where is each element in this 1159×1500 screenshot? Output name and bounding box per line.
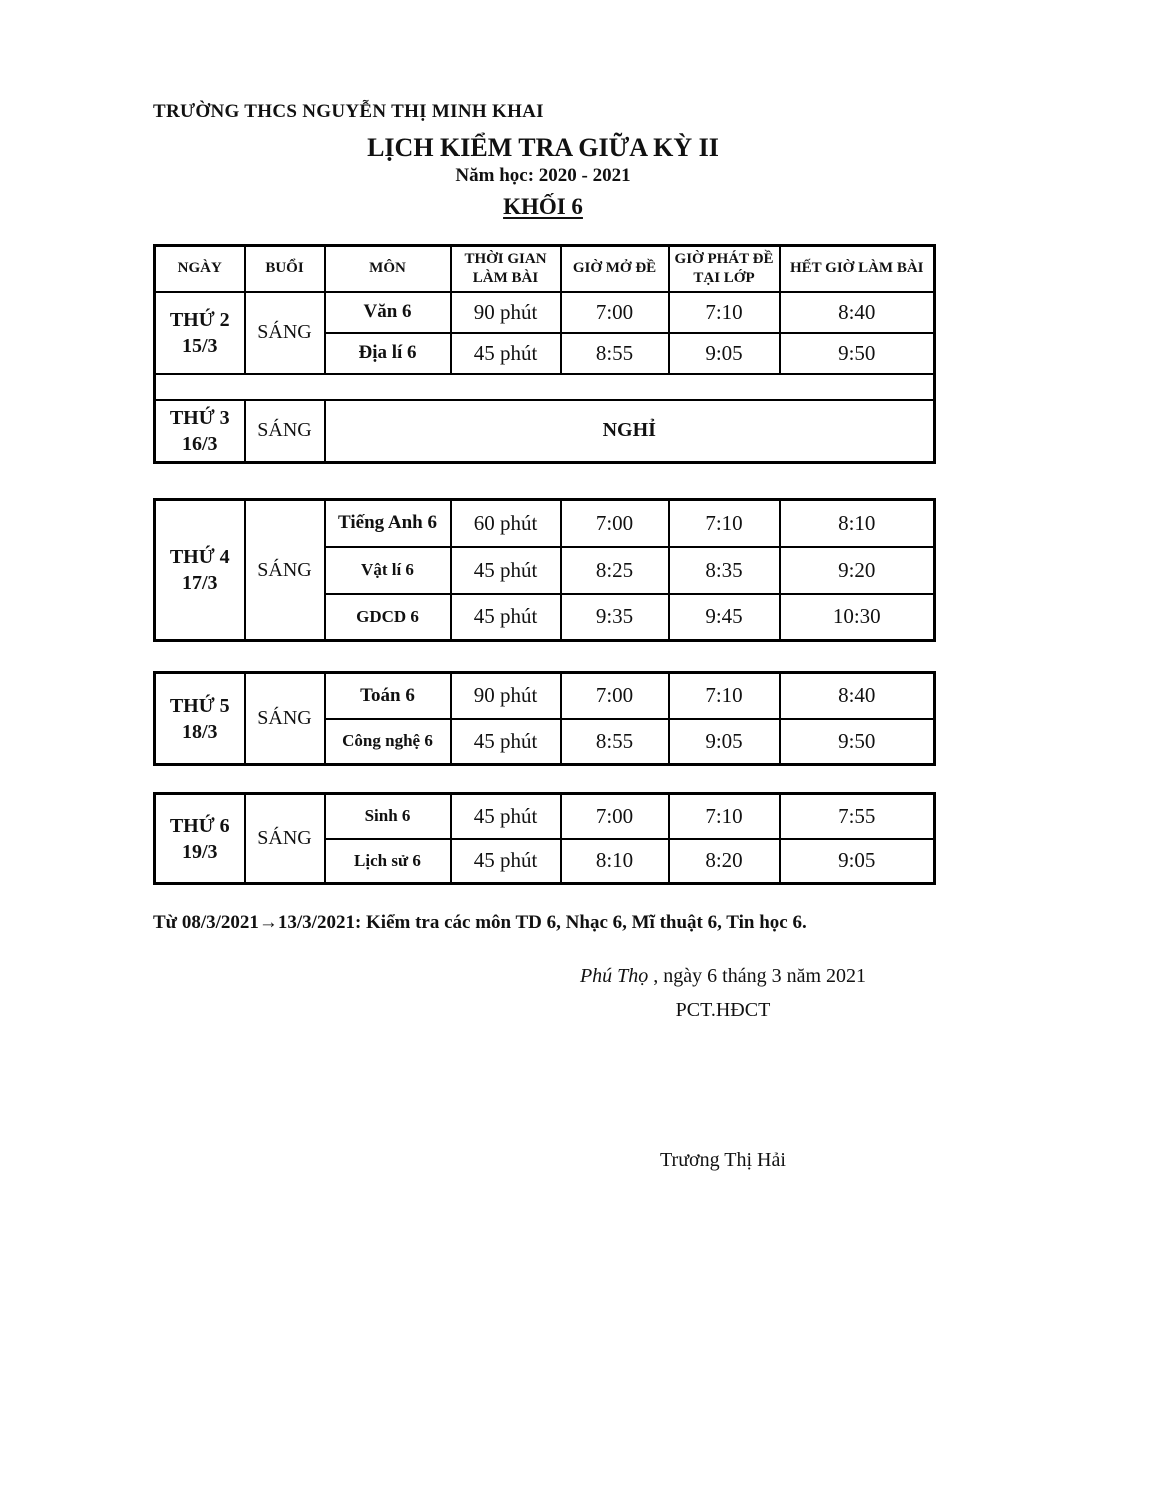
table-row	[155, 794, 935, 839]
exam-schedule-table-4	[153, 792, 936, 885]
duration-cell: 45 phút	[451, 333, 561, 374]
signature-place: Phú Thọ	[579, 965, 649, 987]
document-title: LỊCH KIỂM TRA GIỮA KỲ II	[367, 133, 719, 162]
exam-schedule-table-2	[153, 498, 936, 642]
open-time-cell: 7:00	[561, 500, 669, 547]
duration-cell: 45 phút	[451, 719, 561, 765]
col-header-handout-time: GIỜ PHÁT ĐỀ TẠI LỚP	[669, 246, 780, 292]
col-header-open-time: GIỜ MỞ ĐỀ	[561, 246, 669, 292]
table-header-row	[155, 246, 935, 292]
school-name: TRƯỜNG THCS NGUYỄN THỊ MINH KHAI	[153, 101, 544, 122]
open-time-cell: 9:35	[561, 594, 669, 641]
signer-name: Trương Thị Hải	[660, 1149, 786, 1171]
spacer-row	[155, 374, 935, 400]
subject-cell: Vật lí 6	[325, 547, 451, 594]
day-cell-thu	[155, 673, 245, 765]
duration-cell: 90 phút	[451, 673, 561, 719]
end-time-cell: 9:20	[780, 547, 935, 594]
session-cell-thu: SÁNG	[245, 673, 325, 765]
grade-label: KHỐI 6	[503, 194, 583, 219]
subject-cell: Lịch sử 6	[325, 839, 451, 884]
open-time-cell: 7:00	[561, 292, 669, 333]
subject-cell: Toán 6	[325, 673, 451, 719]
duration-cell: 45 phút	[451, 794, 561, 839]
exam-schedule-table-3	[153, 671, 936, 766]
table-row	[155, 673, 935, 719]
open-time-cell: 7:00	[561, 673, 669, 719]
open-time-cell: 7:00	[561, 794, 669, 839]
signature-block	[553, 963, 893, 1173]
day-label: THỨ 2	[169, 308, 230, 331]
day-date: 17/3	[181, 572, 218, 594]
day-date: 18/3	[181, 720, 218, 743]
additional-exams-note: Từ 08/3/2021→13/3/2021: Kiểm tra các môn TD 6, Nhạc 6, Mĩ thuật 6, Tin học 6.	[153, 912, 807, 933]
spacer-cell	[155, 374, 935, 400]
col-header-duration: THỜI GIAN LÀM BÀI	[451, 246, 561, 292]
end-time-cell: 8:40	[780, 292, 935, 333]
duration-cell: 45 phút	[451, 594, 561, 641]
end-time-cell: 9:50	[780, 719, 935, 765]
day-off-cell: NGHỈ	[325, 400, 935, 463]
duration-cell: 45 phút	[451, 547, 561, 594]
open-time-cell: 8:25	[561, 547, 669, 594]
table-row	[155, 292, 935, 333]
day-date: 15/3	[181, 334, 218, 357]
open-time-cell: 8:55	[561, 333, 669, 374]
day-label: THỨ 3	[169, 406, 230, 429]
end-time-cell: 9:50	[780, 333, 935, 374]
signature-date-line	[553, 963, 893, 989]
day-date: 19/3	[181, 840, 218, 863]
handout-time-cell: 7:10	[669, 500, 780, 547]
duration-cell: 60 phút	[451, 500, 561, 547]
day-cell-fri	[155, 794, 245, 884]
subject-cell: GDCD 6	[325, 594, 451, 641]
document-content	[153, 0, 933, 1173]
day-label: THỨ 6	[169, 814, 230, 837]
handout-time-cell: 9:05	[669, 719, 780, 765]
duration-cell: 90 phút	[451, 292, 561, 333]
table-row	[155, 500, 935, 547]
session-cell-tue: SÁNG	[245, 400, 325, 463]
day-cell-mon	[155, 292, 245, 374]
table-row	[155, 400, 935, 463]
subject-cell: Địa lí 6	[325, 333, 451, 374]
col-header-end-time: HẾT GIỜ LÀM BÀI	[780, 246, 935, 292]
exam-schedule-table-1	[153, 244, 936, 464]
open-time-cell: 8:10	[561, 839, 669, 884]
subject-cell: Sinh 6	[325, 794, 451, 839]
end-time-cell: 9:05	[780, 839, 935, 884]
session-cell-fri: SÁNG	[245, 794, 325, 884]
school-year: Năm học: 2020 - 2021	[455, 165, 631, 186]
day-label: THỨ 4	[169, 546, 230, 568]
subject-cell: Văn 6	[325, 292, 451, 333]
subject-cell: Tiếng Anh 6	[325, 500, 451, 547]
end-time-cell: 10:30	[780, 594, 935, 641]
end-time-cell: 7:55	[780, 794, 935, 839]
handout-time-cell: 9:45	[669, 594, 780, 641]
col-header-subject: MÔN	[325, 246, 451, 292]
handout-time-cell: 7:10	[669, 794, 780, 839]
open-time-cell: 8:55	[561, 719, 669, 765]
handout-time-cell: 7:10	[669, 673, 780, 719]
handout-time-cell: 8:20	[669, 839, 780, 884]
signer-position: PCT.HĐCT	[675, 999, 771, 1021]
day-cell-wed	[155, 500, 245, 641]
subject-cell: Công nghệ 6	[325, 719, 451, 765]
day-label: THỨ 5	[169, 694, 230, 717]
col-header-day: NGÀY	[155, 246, 245, 292]
day-date: 16/3	[181, 432, 218, 455]
handout-time-cell: 9:05	[669, 333, 780, 374]
session-cell-mon: SÁNG	[245, 292, 325, 374]
signature-date: , ngày 6 tháng 3 năm 2021	[648, 965, 867, 987]
day-cell-tue	[155, 400, 245, 463]
end-time-cell: 8:40	[780, 673, 935, 719]
col-header-session: BUỔI	[245, 246, 325, 292]
end-time-cell: 8:10	[780, 500, 935, 547]
session-cell-wed: SÁNG	[245, 500, 325, 641]
handout-time-cell: 8:35	[669, 547, 780, 594]
handout-time-cell: 7:10	[669, 292, 780, 333]
grade-heading	[153, 193, 933, 221]
duration-cell: 45 phút	[451, 839, 561, 884]
